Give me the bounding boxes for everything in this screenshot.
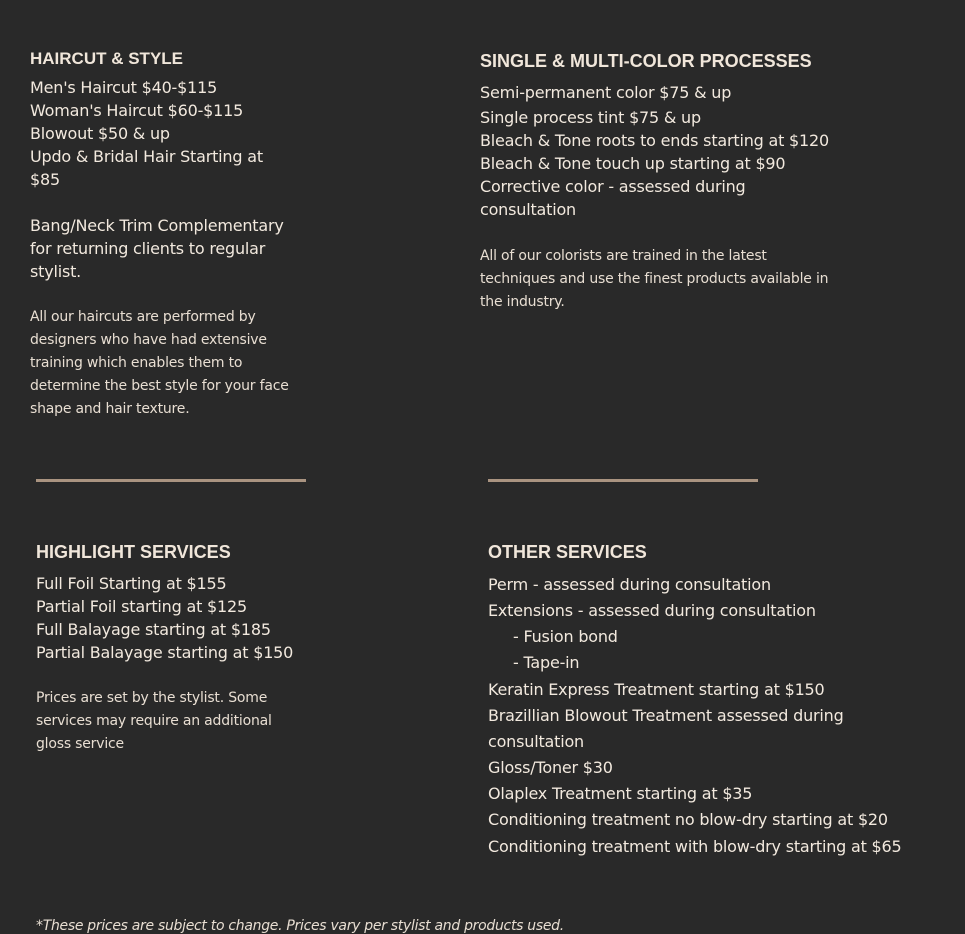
- highlight-item: Partial Foil starting at $125: [36, 597, 247, 616]
- color-note-line: All of our colorists are trained in the latest: [480, 248, 767, 264]
- color-item: Bleach & Tone roots to ends starting at $120: [480, 131, 829, 150]
- highlight-note-line: Prices are set by the stylist. Some: [36, 690, 268, 706]
- bang-trim-line: Bang/Neck Trim Complementary: [30, 216, 284, 235]
- haircut-note-line: determine the best style for your face: [30, 378, 289, 394]
- other-service-item: Perm - assessed during consultation: [488, 575, 771, 594]
- color-item: Semi-permanent color $75 & up: [480, 83, 732, 102]
- color-item: consultation: [480, 200, 576, 219]
- other-service-item: Conditioning treatment no blow-dry starting at $20: [488, 810, 888, 829]
- color-note-line: techniques and use the finest products available in: [480, 271, 829, 287]
- section-divider-left: [36, 479, 306, 482]
- other-service-item: Gloss/Toner $30: [488, 758, 613, 777]
- other-service-item: consultation: [488, 732, 584, 751]
- other-service-subitem: - Tape-in: [513, 653, 580, 672]
- bang-trim-line: for returning clients to regular: [30, 239, 266, 258]
- haircut-note-line: All our haircuts are performed by: [30, 309, 256, 325]
- color-title: SINGLE & MULTI-COLOR PROCESSES: [480, 51, 812, 71]
- other-service-item: Olaplex Treatment starting at $35: [488, 784, 753, 803]
- other-service-item: Conditioning treatment with blow-dry starting at $65: [488, 837, 902, 856]
- haircut-item: Blowout $50 & up: [30, 124, 170, 143]
- other-services-title: OTHER SERVICES: [488, 542, 647, 562]
- haircut-section: [30, 49, 320, 421]
- price-disclaimer: *These prices are subject to change. Prices vary per stylist and products used.: [36, 918, 564, 934]
- highlight-item: Full Foil Starting at $155: [36, 574, 227, 593]
- highlight-note-line: services may require an additional: [36, 713, 272, 729]
- color-section: [480, 51, 900, 314]
- section-divider-right: [488, 479, 758, 482]
- haircut-note-line: shape and hair texture.: [30, 401, 190, 417]
- other-service-subitem: - Fusion bond: [513, 627, 618, 646]
- haircut-note-line: designers who have had extensive: [30, 332, 267, 348]
- color-note-line: the industry.: [480, 294, 565, 310]
- other-services-section: [488, 542, 948, 860]
- haircut-item: Men's Haircut $40-$115: [30, 78, 218, 97]
- bang-trim-line: stylist.: [30, 262, 82, 281]
- color-item: Corrective color - assessed during: [480, 177, 746, 196]
- other-service-item: Extensions - assessed during consultation: [488, 601, 816, 620]
- haircut-title: HAIRCUT & STYLE: [30, 49, 183, 68]
- haircut-note-line: training which enables them to: [30, 355, 243, 371]
- haircut-item: $85: [30, 170, 60, 189]
- highlight-section: [36, 542, 336, 756]
- other-service-item: Keratin Express Treatment starting at $150: [488, 680, 825, 699]
- highlight-item: Full Balayage starting at $185: [36, 620, 271, 639]
- color-item: Bleach & Tone touch up starting at $90: [480, 154, 786, 173]
- color-item: Single process tint $75 & up: [480, 108, 701, 127]
- other-service-item: Brazillian Blowout Treatment assessed during: [488, 706, 844, 725]
- highlight-item: Partial Balayage starting at $150: [36, 643, 294, 662]
- highlight-note-line: gloss service: [36, 736, 124, 752]
- haircut-item: Updo & Bridal Hair Starting at: [30, 147, 263, 166]
- highlight-title: HIGHLIGHT SERVICES: [36, 542, 231, 562]
- haircut-item: Woman's Haircut $60-$115: [30, 101, 244, 120]
